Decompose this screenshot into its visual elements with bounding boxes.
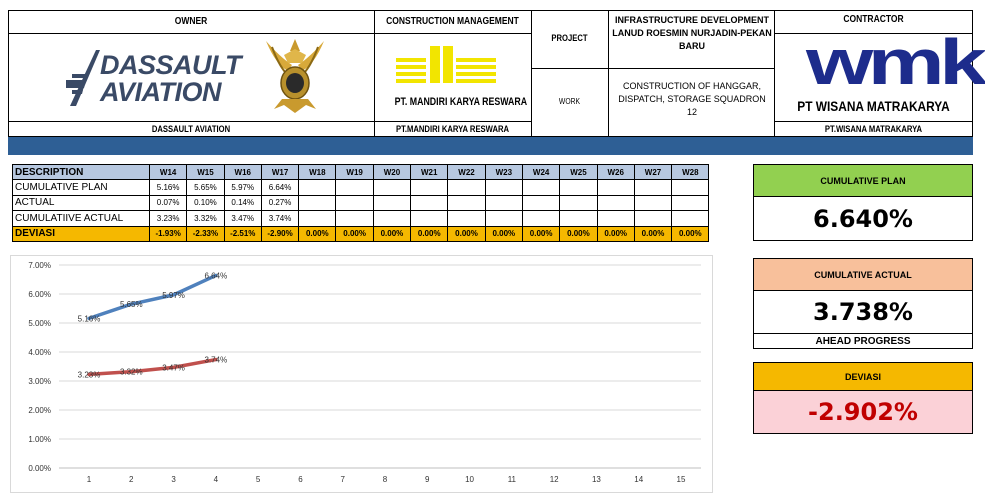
table-cell [299, 180, 336, 195]
table-header-week: W22 [448, 165, 485, 180]
chart-x-tick-label: 15 [676, 475, 686, 484]
table-cell [485, 180, 522, 195]
chart-series-line [89, 275, 216, 318]
table-header-week: W20 [373, 165, 410, 180]
cumulative-actual-header: CUMULATIVE ACTUAL [753, 258, 973, 291]
owner-label: OWNER [174, 16, 208, 27]
cumulative-plan-value: 6.640% [753, 196, 973, 241]
chart-data-label: 3.32% [119, 367, 143, 377]
table-header-row [13, 165, 709, 180]
chart-x-tick-label: 5 [255, 475, 261, 484]
work-value: CONSTRUCTION OF HANGGAR, DISPATCH, STORAGE SQUADRON 12 [618, 81, 766, 117]
progress-status: AHEAD PROGRESS [753, 333, 973, 349]
table-header-week: W14 [150, 165, 187, 180]
row-label: DEVIASI [13, 226, 150, 241]
row-label: CUMULATIIVE ACTUAL [13, 211, 150, 226]
table-cell: 0.00% [560, 226, 597, 241]
contractor-label: CONTRACTOR [843, 14, 904, 25]
project-value: INFRASTRUCTURE DEVELOPMENT LANUD ROESMIN NURJADIN-PEKAN BARU [612, 15, 772, 51]
chart-y-tick-label: 4.00% [28, 348, 51, 357]
table-cell [448, 180, 485, 195]
chart-x-tick-label: 14 [634, 475, 644, 484]
chart-x-tick-label: 1 [86, 475, 92, 484]
cm-label: CONSTRUCTION MANAGEMENT [386, 16, 519, 27]
table-cell [373, 195, 410, 210]
header-divider [8, 121, 531, 122]
table-cell [299, 211, 336, 226]
cm-name: PT.MANDIRI KARYA RESWARA [395, 124, 510, 134]
chart-y-tick-label: 3.00% [28, 377, 51, 386]
table-cell [672, 180, 709, 195]
table-cell: 0.14% [224, 195, 261, 210]
table-row [13, 180, 709, 195]
header-blue-bar [8, 137, 973, 155]
table-cell [373, 180, 410, 195]
contractor-name: PT.WISANA MATRAKARYA [824, 124, 923, 134]
chart-x-tick-label: 3 [171, 475, 176, 484]
chart-data-label: 6.64% [204, 271, 228, 281]
chart-x-tick-label: 11 [507, 475, 517, 484]
project-label: PROJECT [551, 33, 588, 43]
table-cell [448, 211, 485, 226]
wmk-logo-mark: wmk [806, 26, 982, 98]
table-cell: 0.00% [336, 226, 373, 241]
progress-table [12, 164, 709, 242]
cumulative-plan-header: CUMULATIVE PLAN [753, 164, 973, 197]
table-cell [485, 195, 522, 210]
chart-x-tick-label: 2 [129, 475, 134, 484]
cumulative-actual-value: 3.738% [753, 290, 973, 334]
header-divider [774, 121, 973, 122]
table-header-week: W23 [485, 165, 522, 180]
table-cell: 3.32% [187, 211, 224, 226]
wmk-logo [776, 26, 982, 118]
mandiri-bars-icon [396, 44, 506, 86]
table-cell [560, 211, 597, 226]
table-header-week: W15 [187, 165, 224, 180]
table-cell [411, 180, 448, 195]
table-header-week: W26 [597, 165, 634, 180]
table-cell: 0.00% [411, 226, 448, 241]
dassault-logo [66, 46, 246, 110]
chart-data-label: 5.97% [162, 290, 185, 300]
work-label: WORK [558, 97, 581, 106]
row-label: ACTUAL [13, 195, 150, 210]
chart-x-tick-label: 7 [340, 475, 345, 484]
chart-y-tick-label: 7.00% [28, 261, 51, 270]
table-cell [597, 211, 634, 226]
chart-data-label: 3.47% [162, 363, 185, 373]
table-cell: 0.00% [672, 226, 709, 241]
chart-data-label: 5.16% [77, 314, 101, 324]
header-divider [531, 10, 532, 137]
table-cell [634, 211, 671, 226]
table-header-week: W28 [672, 165, 709, 180]
table-cell [373, 211, 410, 226]
table-cell: 0.27% [261, 195, 298, 210]
chart-y-tick-label: 5.00% [28, 319, 51, 328]
row-label: CUMULATIVE PLAN [13, 180, 150, 195]
table-cell [597, 195, 634, 210]
table-cell: 3.47% [224, 211, 261, 226]
table-cell: 0.00% [634, 226, 671, 241]
table-cell: 3.23% [150, 211, 187, 226]
table-cell [672, 195, 709, 210]
table-header-week: W21 [411, 165, 448, 180]
chart-y-tick-label: 0.00% [28, 464, 51, 473]
chart-x-tick-label: 9 [425, 475, 430, 484]
table-header-week: W24 [522, 165, 559, 180]
chart-series-line [89, 360, 216, 375]
chart-x-tick-label: 13 [591, 475, 601, 484]
deviation-row [13, 226, 709, 241]
table-cell [411, 195, 448, 210]
table-cell: 5.65% [187, 180, 224, 195]
header-divider [8, 33, 531, 34]
table-cell: 0.00% [597, 226, 634, 241]
table-cell: -1.93% [150, 226, 187, 241]
table-cell [560, 195, 597, 210]
table-header-week: W25 [560, 165, 597, 180]
table-row [13, 211, 709, 226]
table-cell: 3.74% [261, 211, 298, 226]
table-cell: -2.33% [187, 226, 224, 241]
header-divider [531, 68, 774, 69]
deviasi-header: DEVIASI [753, 362, 973, 391]
table-cell [448, 195, 485, 210]
chart-data-label: 3.74% [204, 355, 228, 365]
table-cell [560, 180, 597, 195]
airforce-emblem-icon [262, 35, 328, 117]
mandiri-logo-text: PT. MANDIRI KARYA RESWARA [394, 96, 528, 108]
header-divider [608, 10, 609, 137]
table-cell [522, 180, 559, 195]
chart-x-tick-label: 10 [465, 475, 475, 484]
table-row [13, 195, 709, 210]
table-cell [336, 180, 373, 195]
header-divider [374, 10, 375, 137]
table-cell: 0.07% [150, 195, 187, 210]
table-cell [299, 195, 336, 210]
chart-x-tick-label: 4 [213, 475, 219, 484]
chart-x-tick-label: 12 [549, 475, 559, 484]
table-cell [485, 211, 522, 226]
table-cell: 0.00% [485, 226, 522, 241]
owner-name: DASSAULT AVIATION [151, 124, 231, 134]
table-cell [634, 195, 671, 210]
table-cell: -2.90% [261, 226, 298, 241]
chart-x-tick-label: 8 [382, 475, 388, 484]
table-cell [672, 211, 709, 226]
table-header-week: W18 [299, 165, 336, 180]
chart-data-label: 3.23% [77, 370, 101, 380]
dassault-logo-line1: DASSAULT [100, 50, 241, 80]
progress-chart-svg [11, 256, 714, 494]
table-cell [411, 211, 448, 226]
table-cell [336, 211, 373, 226]
chart-y-tick-label: 2.00% [28, 406, 51, 415]
table-header-week: W17 [261, 165, 298, 180]
table-cell: 5.16% [150, 180, 187, 195]
table-header-week: W16 [224, 165, 261, 180]
table-cell: 0.10% [187, 195, 224, 210]
table-cell [522, 195, 559, 210]
progress-chart [10, 255, 713, 493]
chart-x-tick-label: 6 [298, 475, 303, 484]
chart-y-tick-label: 6.00% [28, 290, 51, 299]
chart-data-label: 5.65% [119, 300, 143, 310]
wmk-logo-text: PT WISANA MATRAKARYA [797, 98, 950, 114]
dassault-logo-line2: AVIATION [100, 77, 221, 107]
table-cell: 0.00% [522, 226, 559, 241]
table-cell: 6.64% [261, 180, 298, 195]
table-cell [634, 180, 671, 195]
table-cell: 0.00% [299, 226, 336, 241]
header-divider [774, 10, 775, 137]
table-header-week: W19 [336, 165, 373, 180]
table-cell: 0.00% [448, 226, 485, 241]
deviasi-value: -2.902% [753, 390, 973, 434]
chart-y-tick-label: 1.00% [28, 435, 51, 444]
table-header-description: DESCRIPTION [13, 165, 150, 180]
table-cell [597, 180, 634, 195]
table-cell: 0.00% [373, 226, 410, 241]
table-cell [336, 195, 373, 210]
table-cell: 5.97% [224, 180, 261, 195]
dassault-emblem-icon [66, 50, 100, 106]
table-cell [522, 211, 559, 226]
table-header-week: W27 [634, 165, 671, 180]
mandiri-logo [380, 44, 526, 114]
table-cell: -2.51% [224, 226, 261, 241]
